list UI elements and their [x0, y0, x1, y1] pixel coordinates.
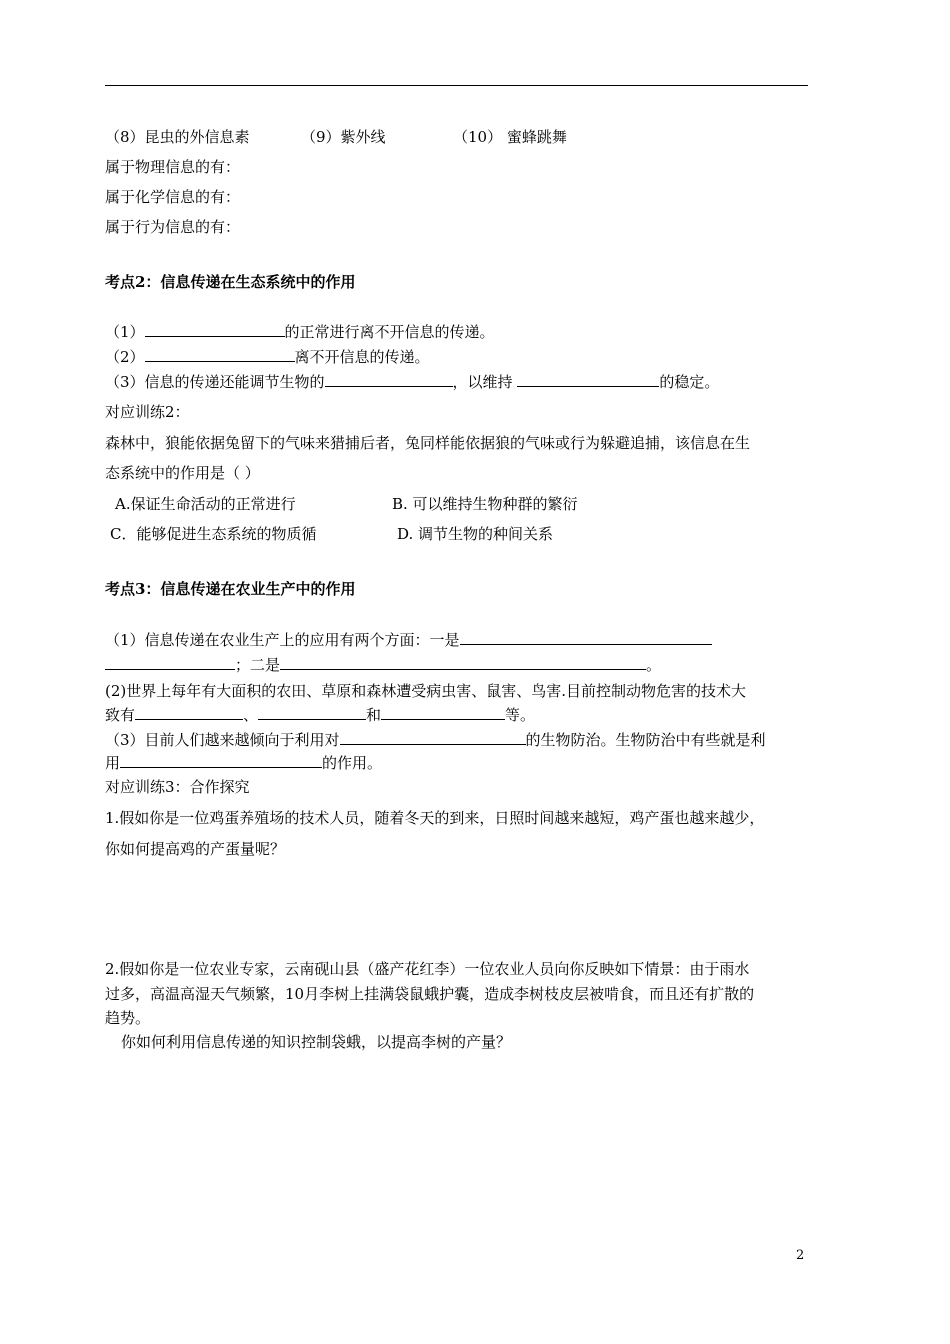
fill-blank[interactable] — [258, 704, 366, 720]
kd3-l3b-prefix: 用 — [105, 754, 121, 772]
kd2-training: 对应训练2： — [105, 403, 190, 421]
kd2-l3-mid: ，以维持 — [452, 373, 518, 391]
kd3-line-3 — [105, 729, 766, 750]
q2-line-1: 2.假如你是一位农业专家，云南砚山县（盛产花红李）一位农业人员向你反映如下情景：由于雨水 — [105, 960, 750, 978]
option-b: B. 可以维持生物种群的繁衍 — [392, 495, 578, 513]
kd2-question-line-1: 森林中，狼能依据兔留下的气味来猎捕后者，兔同样能依据狼的气味或行为躲避追捕，该信息在生 — [105, 434, 751, 452]
fill-blank[interactable] — [460, 629, 712, 645]
kd3-line-3b — [105, 752, 382, 773]
fill-blank[interactable] — [145, 321, 285, 337]
kd3-heading: 考点3：信息传递在农业生产中的作用 — [105, 580, 356, 598]
kd3-l2-sep1: 、 — [243, 706, 259, 724]
kd2-line-3 — [105, 371, 719, 392]
option-c: C．能够促进生态系统的物质循 — [110, 525, 317, 543]
fill-blank[interactable] — [340, 729, 526, 745]
kd2-l3-prefix: （3）信息的传递还能调节生物的 — [105, 373, 325, 391]
kd3-l2-prefix: 致有 — [105, 706, 136, 724]
kd3-l3-prefix: （3）目前人们越来越倾向于利用对 — [105, 731, 340, 749]
item-line-8-10 — [105, 127, 250, 147]
q2-line-2: 过多，高温高湿天气频繁，10月李树上挂满袋鼠蛾护囊，造成李树枝皮层被啃食，而且还有扩散的 — [105, 985, 755, 1003]
kd3-l2-suffix: 等。 — [505, 706, 536, 724]
item-9: （9）紫外线 — [301, 128, 386, 146]
kd3-line-1 — [105, 629, 712, 650]
option-d: D. 调节生物的种间关系 — [397, 525, 554, 543]
q1-line-2: 你如何提高鸡的产蛋量呢？ — [105, 840, 286, 858]
kd3-line-2: (2)世界上每年有大面积的农田、草原和森林遭受病虫害、鼠害、鸟害.目前控制动物危害的技术大 — [105, 682, 747, 700]
item-10: （10） 蜜蜂跳舞 — [453, 128, 567, 146]
kd2-l3-suffix: 的稳定。 — [659, 373, 720, 391]
kd2-l1-prefix: （1） — [105, 323, 145, 341]
fill-blank[interactable] — [145, 346, 295, 362]
kd2-l2-suffix: 离不开信息的传递。 — [294, 348, 430, 366]
header-rule — [105, 85, 808, 86]
kd3-line-2b — [105, 704, 535, 725]
physical-info-label: 属于物理信息的有： — [105, 158, 241, 176]
kd2-l2-prefix: （2） — [105, 348, 145, 366]
chemical-info-label: 属于化学信息的有： — [105, 188, 241, 206]
item-10-wrap — [453, 127, 567, 147]
q2-line-3: 趋势。 — [105, 1009, 151, 1027]
behavioral-info-label: 属于行为信息的有： — [105, 218, 241, 236]
option-a: A.保证生命活动的正常进行 — [115, 495, 296, 513]
kd3-l1-prefix: （1）信息传递在农业生产上的应用有两个方面：一是 — [105, 631, 460, 649]
kd2-question-line-2: 态系统中的作用是（ ） — [105, 464, 260, 482]
fill-blank[interactable] — [280, 654, 646, 670]
fill-blank[interactable] — [120, 752, 322, 768]
kd3-l1b-suffix: 。 — [646, 656, 662, 674]
kd2-l1-suffix: 的正常进行离不开信息的传递。 — [284, 323, 495, 341]
kd3-line-1b — [105, 654, 661, 675]
fill-blank[interactable] — [325, 371, 453, 387]
kd2-line-1 — [105, 321, 495, 342]
kd3-l1b-mid: ；二是 — [235, 656, 281, 674]
kd2-line-2 — [105, 346, 430, 367]
fill-blank[interactable] — [381, 704, 505, 720]
q2-line-4: 你如何利用信息传递的知识控制袋蛾，以提高李树的产量？ — [121, 1033, 512, 1051]
kd3-l3b-suffix: 的作用。 — [322, 754, 383, 772]
kd3-training: 对应训练3：合作探究 — [105, 778, 250, 796]
kd3-l3-suffix: 的生物防治。生物防治中有些就是利 — [525, 731, 766, 749]
q1-line-1: 1.假如你是一位鸡蛋养殖场的技术人员，随着冬天的到来，日照时间越来越短，鸡产蛋也越来越少， — [105, 809, 765, 827]
kd3-l2-sep2: 和 — [366, 706, 382, 724]
page-number: 2 — [796, 1248, 805, 1263]
item-9-wrap — [301, 127, 386, 147]
fill-blank[interactable] — [105, 654, 235, 670]
item-8: （8）昆虫的外信息素 — [105, 128, 250, 146]
fill-blank[interactable] — [517, 371, 659, 387]
fill-blank[interactable] — [135, 704, 243, 720]
kd2-heading: 考点2：信息传递在生态系统中的作用 — [105, 273, 356, 291]
